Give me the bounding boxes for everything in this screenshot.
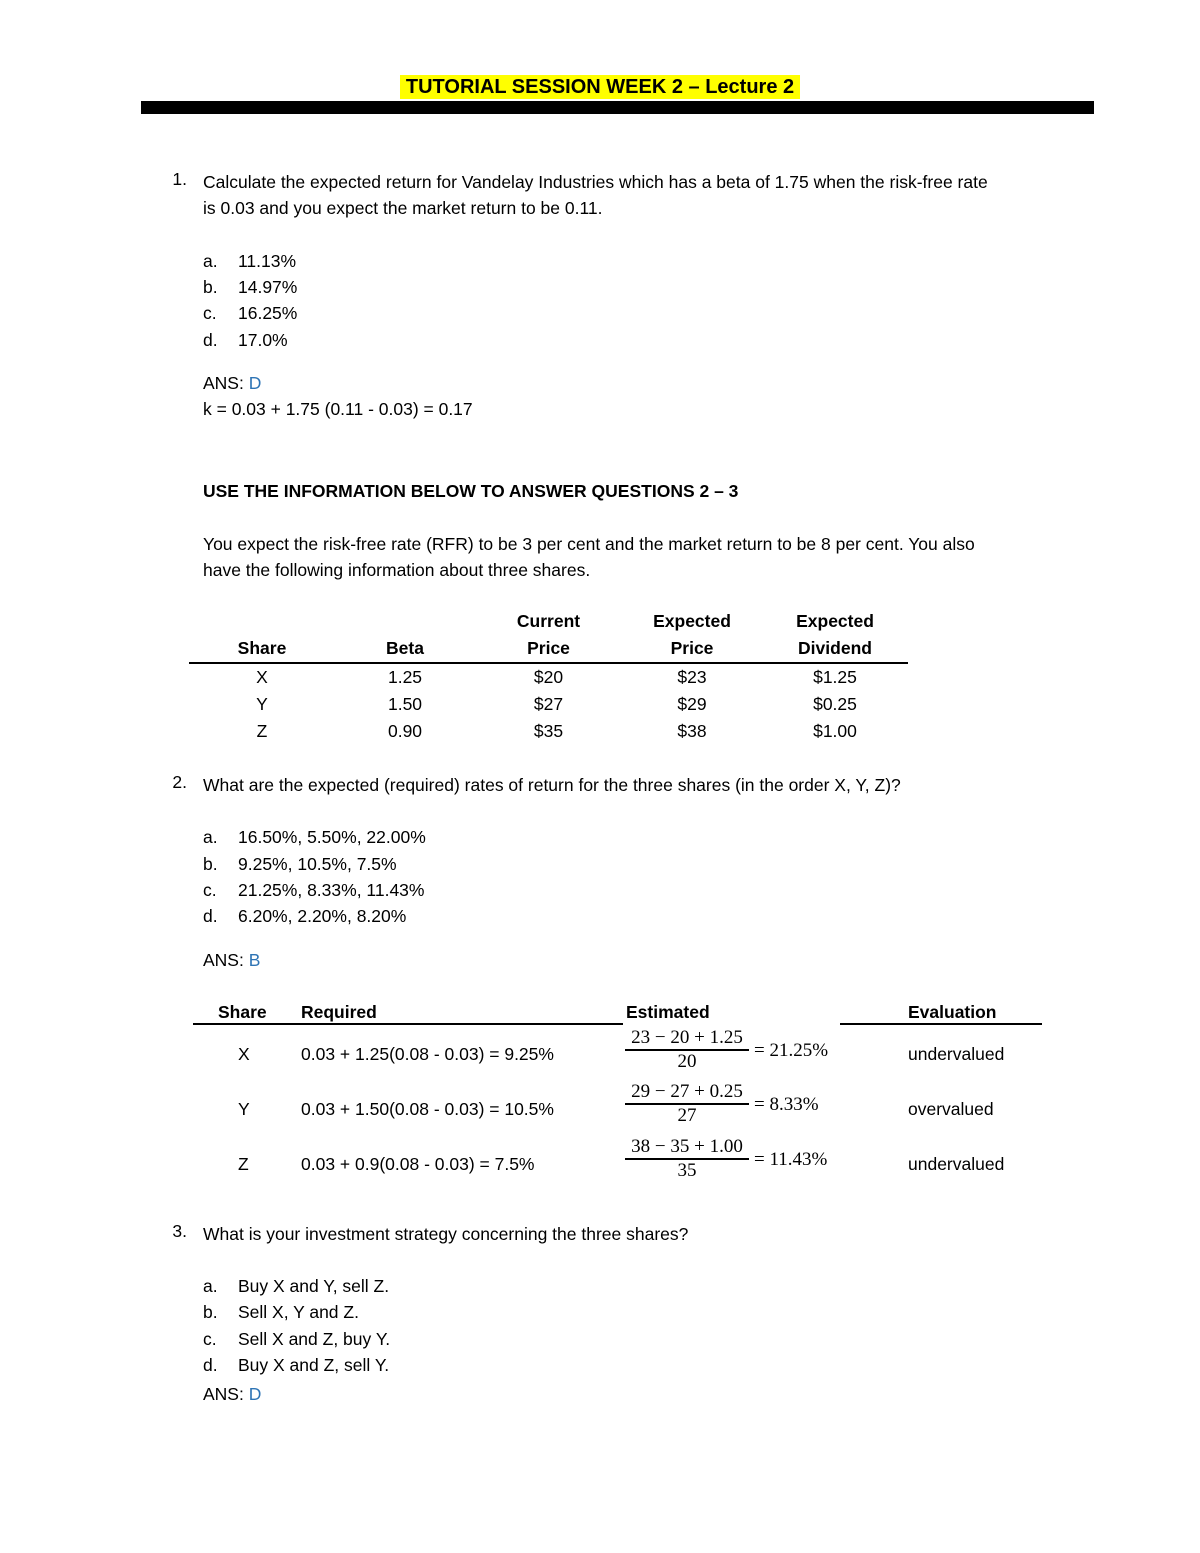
fraction-numerator: 29 − 27 + 0.25: [631, 1081, 743, 1102]
eval-share: Z: [238, 1154, 249, 1174]
fraction-numerator: 38 − 35 + 1.00: [631, 1136, 743, 1157]
table-cell: $1.00: [813, 721, 857, 741]
table-cell: $23: [677, 667, 707, 687]
option-text: 6.20%, 2.20%, 8.20%: [238, 906, 407, 926]
title-rule: [141, 101, 1094, 114]
question-number: 2.: [172, 772, 187, 792]
option-text: 17.0%: [238, 330, 288, 350]
answer-label: ANS:: [203, 373, 249, 393]
estimated-fraction: [625, 1027, 749, 1073]
header-cell: Dividend: [762, 635, 908, 663]
option-text: 16.25%: [238, 303, 298, 323]
answer-value: D: [248, 1384, 262, 1404]
title-container: [0, 74, 1200, 100]
option-text: 14.97%: [238, 277, 298, 297]
estimated-fraction: [625, 1136, 749, 1182]
table-rule: [193, 1023, 623, 1025]
question-text: is 0.03 and you expect the market return to be 0.11.: [203, 198, 603, 218]
fraction-numerator: 23 − 20 + 1.25: [631, 1027, 743, 1048]
option-letter: c.: [203, 303, 217, 323]
header-cell: [335, 608, 475, 635]
estimated-result: = 21.25%: [754, 1040, 829, 1061]
option-letter: b.: [203, 854, 218, 874]
answer-label: ANS:: [203, 950, 249, 970]
table-cell: Y: [256, 694, 268, 714]
table-cell: $0.25: [813, 694, 857, 714]
option-letter: c.: [203, 1329, 217, 1349]
table-cell: $38: [677, 721, 707, 741]
answer-working: k = 0.03 + 1.75 (0.11 - 0.03) = 0.17: [203, 399, 473, 419]
eval-share: Y: [238, 1099, 250, 1119]
eval-header-required: Required: [301, 1002, 377, 1022]
option-text: Sell X, Y and Z.: [238, 1302, 359, 1322]
option-text: Sell X and Z, buy Y.: [238, 1329, 391, 1349]
table-cell: $20: [533, 667, 564, 687]
question-text: What are the expected (required) rates of return for the three shares (in the order X, Y, Z)?: [203, 775, 901, 795]
table-header-row: [189, 608, 908, 635]
table-cell: 0.90: [387, 721, 423, 741]
option-letter: b.: [203, 277, 218, 297]
header-cell: Price: [475, 635, 622, 663]
table-cell: 1.50: [387, 694, 423, 714]
info-text: You expect the risk-free rate (RFR) to be 3 per cent and the market return to be 8 per cent. You also: [203, 534, 975, 554]
option-letter: d.: [203, 1355, 218, 1375]
header-cell: Expected: [796, 611, 874, 631]
option-text: Buy X and Y, sell Z.: [238, 1276, 390, 1296]
option-letter: d.: [203, 330, 218, 350]
header-cell: Share: [189, 635, 335, 663]
option-letter: c.: [203, 880, 217, 900]
answer-line: [203, 370, 261, 396]
page-title: TUTORIAL SESSION WEEK 2 – Lecture 2: [400, 75, 800, 99]
table-cell: Z: [256, 721, 268, 741]
fraction-denominator: 20: [677, 1050, 697, 1072]
option-letter: a.: [203, 1276, 218, 1296]
header-cell: [189, 608, 335, 635]
eval-header-evaluation: Evaluation: [908, 1002, 997, 1022]
eval-required: 0.03 + 1.50(0.08 - 0.03) = 10.5%: [301, 1099, 554, 1119]
table-cell: $35: [533, 721, 564, 741]
answer-label: ANS:: [203, 1384, 249, 1404]
info-text: have the following information about three shares.: [203, 560, 591, 580]
answer-line: [203, 1381, 261, 1407]
fraction-denominator: 35: [677, 1159, 697, 1181]
option-text: 11.13%: [238, 251, 297, 271]
table-cell: $29: [677, 694, 707, 714]
answer-value: D: [248, 373, 262, 393]
table-rule: [840, 1023, 1042, 1025]
eval-required: 0.03 + 1.25(0.08 - 0.03) = 9.25%: [301, 1044, 554, 1064]
header-cell: Current: [516, 611, 581, 631]
eval-evaluation: undervalued: [908, 1044, 1005, 1064]
table-cell: $1.25: [813, 667, 857, 687]
option-letter: a.: [203, 827, 218, 847]
estimated-fraction: [625, 1081, 749, 1127]
question-number: 1.: [172, 169, 187, 189]
eval-evaluation: overvalued: [908, 1099, 994, 1119]
option-letter: b.: [203, 1302, 218, 1322]
header-cell: Price: [622, 635, 762, 663]
table-cell: X: [256, 667, 268, 687]
eval-share: X: [238, 1044, 250, 1064]
question-text: Calculate the expected return for Vandelay Industries which has a beta of 1.75 when the risk-free rate: [203, 172, 988, 192]
table-row: [189, 663, 908, 691]
option-letter: d.: [203, 906, 218, 926]
question-number: 3.: [172, 1221, 187, 1241]
eval-header-share: Share: [218, 1002, 267, 1022]
table-cell: $27: [533, 694, 564, 714]
fraction-denominator: 27: [677, 1104, 697, 1126]
estimated-result: = 11.43%: [754, 1149, 828, 1170]
header-cell: Expected: [653, 611, 731, 631]
option-text: 21.25%, 8.33%, 11.43%: [238, 880, 425, 900]
option-text: 16.50%, 5.50%, 22.00%: [238, 827, 426, 847]
eval-required: 0.03 + 0.9(0.08 - 0.03) = 7.5%: [301, 1154, 535, 1174]
option-text: Buy X and Z, sell Y.: [238, 1355, 390, 1375]
answer-line: [203, 947, 260, 973]
table-cell: 1.25: [387, 667, 423, 687]
answer-value: B: [248, 950, 261, 970]
section-heading: USE THE INFORMATION BELOW TO ANSWER QUESTIONS 2 – 3: [203, 481, 739, 501]
table-header-row: [189, 635, 908, 663]
estimated-result: = 8.33%: [754, 1094, 819, 1115]
table-row: [189, 718, 908, 745]
question-text: What is your investment strategy concerning the three shares?: [203, 1224, 689, 1244]
option-text: 9.25%, 10.5%, 7.5%: [238, 854, 397, 874]
shares-table: [189, 608, 908, 745]
table-row: [189, 691, 908, 718]
eval-header-estimated: Estimated: [626, 1002, 710, 1022]
option-letter: a.: [203, 251, 218, 271]
header-cell: Beta: [335, 635, 475, 663]
eval-evaluation: undervalued: [908, 1154, 1005, 1174]
